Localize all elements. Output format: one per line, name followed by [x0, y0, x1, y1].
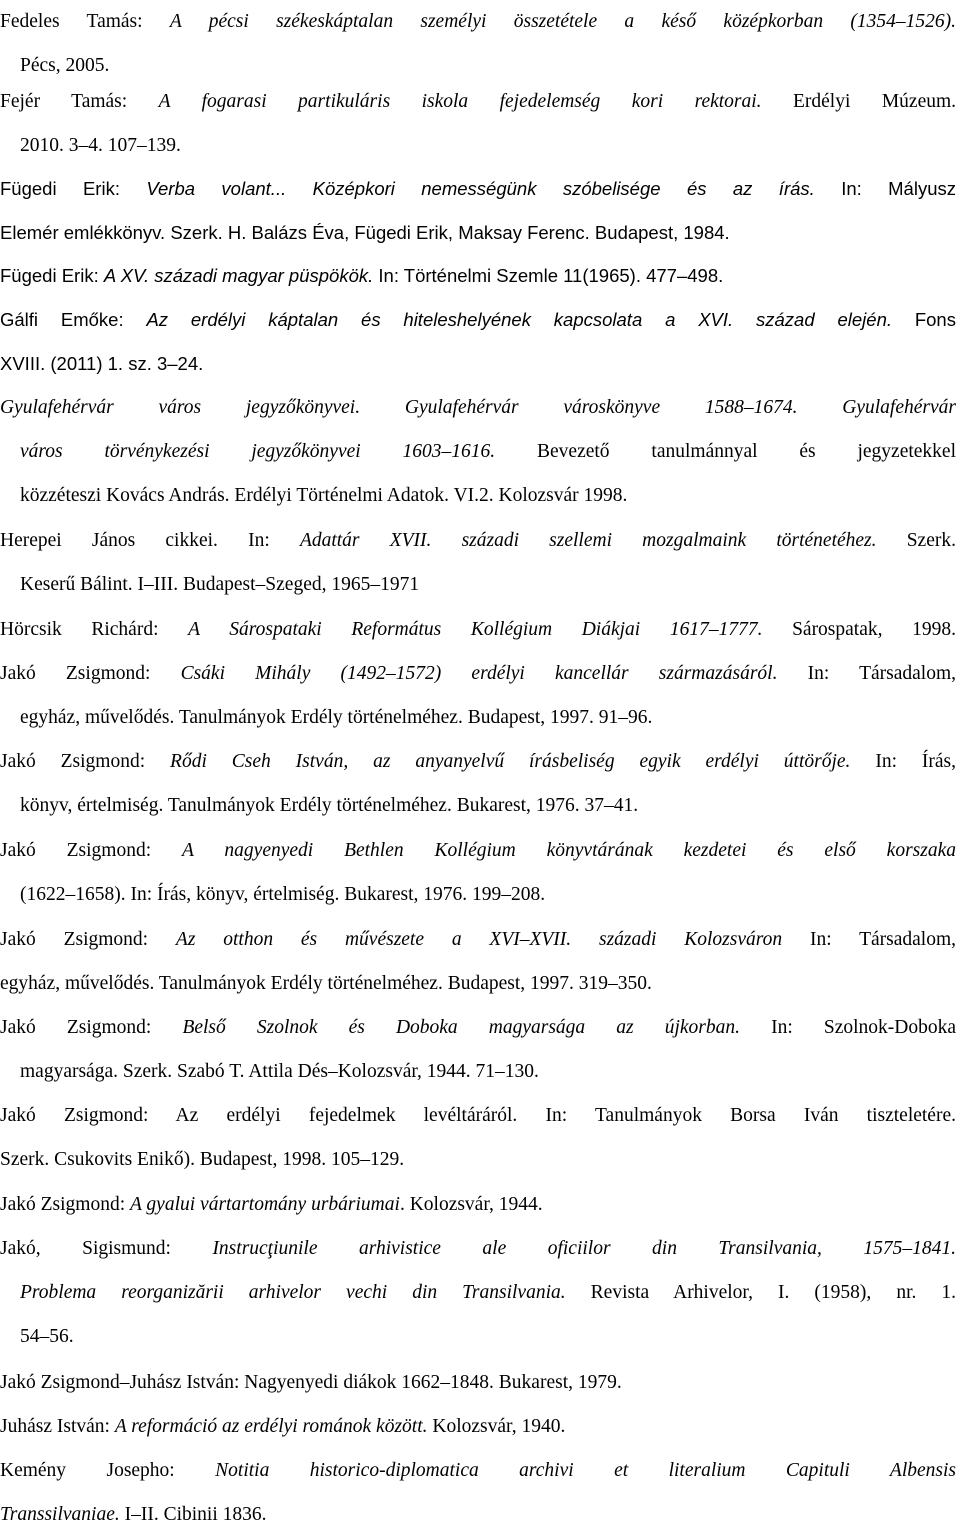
- entry-line: [0, 298, 956, 342]
- citation-text: közzéteszi Kovács András. Erdélyi Történelmi Adatok. VI.2. Kolozsvár 1998.: [20, 485, 628, 506]
- entry-line: [0, 696, 956, 740]
- italic-title-text: Gyulafehérvár város jegyzőkönyvei. Gyulafehérvár városkönyve 1588–1674. Gyulafehérvár: [0, 397, 956, 418]
- italic-title-text: A nagyenyedi Bethlen Kollégium könyvtárának kezdetei és első korszaka: [181, 840, 956, 861]
- citation-text: Fügedi Erik:: [0, 178, 147, 199]
- italic-title-text: Az otthon és művészete a XVI–XVII. századi Kolozsváron: [175, 929, 783, 950]
- entry-line: [0, 1050, 956, 1094]
- citation-text: In: Írás,: [850, 751, 956, 772]
- bibliography-entry: [0, 608, 956, 652]
- entry-line: [0, 0, 956, 44]
- citation-text: Fügedi Erik:: [0, 265, 104, 286]
- citation-text: 2010. 3–4. 107–139.: [20, 135, 181, 156]
- italic-title-text: A XV. századi magyar püspökök.: [103, 265, 374, 286]
- entry-line: [0, 829, 956, 873]
- entry-line: [0, 873, 956, 917]
- italic-title-text: Transsilvaniae.: [0, 1504, 120, 1525]
- italic-title-text: Instrucţiunile arhivistice ale oficiilor din Transilvania, 1575–1841.: [212, 1238, 956, 1259]
- entry-line: [0, 519, 956, 563]
- citation-text: . Kolozsvár, 1944.: [399, 1194, 543, 1215]
- bibliography-entry: [0, 918, 956, 1006]
- citation-text: Fons: [892, 309, 956, 330]
- citation-text: Revista Arhivelor, I. (1958), nr. 1.: [565, 1282, 957, 1303]
- citation-text: Fedeles Tamás:: [0, 11, 170, 32]
- entry-line: [0, 386, 956, 430]
- entry-line: [0, 1006, 956, 1050]
- citation-text: Jakó Zsigmond–Juhász István: Nagyenyedi diákok 1662–1848. Bukarest, 1979.: [0, 1372, 622, 1393]
- entry-line: [0, 1138, 956, 1182]
- italic-title-text: Adattár XVII. századi szellemi mozgalmaink történetéhez.: [299, 530, 877, 551]
- citation-text: egyház, művelődés. Tanulmányok Erdély történelméhez. Budapest, 1997. 91–96.: [20, 707, 653, 728]
- entry-line: [0, 652, 956, 696]
- bibliography-entry: [0, 0, 956, 88]
- citation-text: In: Történelmi Szemle 11(1965). 477–498.: [373, 265, 724, 286]
- entry-line: [0, 430, 956, 474]
- entry-line: [0, 608, 956, 652]
- entry-line: [0, 167, 956, 211]
- entry-line: [0, 962, 956, 1006]
- citation-text: Jakó Zsigmond: Az erdélyi fejedelmek levéltáráról. In: Tanulmányok Borsa Iván tiszteletére.: [0, 1105, 956, 1126]
- citation-text: Juhász István:: [0, 1416, 115, 1437]
- bibliography-entry: [0, 652, 956, 740]
- entry-line: [0, 1493, 956, 1537]
- bibliography-entry: [0, 298, 956, 386]
- bibliography-entry: [0, 829, 956, 917]
- entry-line: [0, 563, 956, 607]
- citation-text: Kemény Josepho:: [0, 1460, 216, 1481]
- bibliography-entry: [0, 519, 956, 607]
- citation-text: Hörcsik Richárd:: [0, 619, 189, 640]
- citation-text: Fejér Tamás:: [0, 91, 159, 112]
- italic-title-text: Verba volant... Középkori nemességünk szóbelisége és az írás.: [146, 178, 815, 199]
- citation-text: Herepei János cikkei. In:: [0, 530, 300, 551]
- bibliography-entry: [0, 1361, 956, 1405]
- citation-text: Gálfi Emőke:: [0, 309, 147, 330]
- entry-line: [0, 1361, 956, 1405]
- citation-text: I–II. Cibinii 1836.: [119, 1504, 267, 1525]
- citation-text: (1622–1658). In: Írás, könyv, értelmiség. Bukarest, 1976. 199–208.: [20, 884, 546, 905]
- citation-text: Keserű Bálint. I–III. Budapest–Szeged, 1965–1971: [20, 574, 420, 595]
- entry-line: [0, 1094, 956, 1138]
- bibliography-entry: [0, 1006, 956, 1094]
- italic-title-text: A fogarasi partikuláris iskola fejedelemség kori rektorai.: [158, 91, 762, 112]
- entry-line: [0, 474, 956, 518]
- entry-line: [0, 124, 956, 168]
- entry-line: [0, 211, 956, 255]
- citation-text: Pécs, 2005.: [20, 55, 110, 76]
- citation-text: Kolozsvár, 1940.: [427, 1416, 566, 1437]
- italic-title-text: Notitia historico-diplomatica archivi et literalium Capituli Albensis: [215, 1460, 956, 1481]
- italic-title-text: A Sárospataki Református Kollégium Diákjai 1617–1777.: [188, 619, 763, 640]
- entry-line: [0, 918, 956, 962]
- citation-text: Szerk.: [876, 530, 956, 551]
- bibliography-entry: [0, 1227, 956, 1359]
- entry-line: [0, 80, 956, 124]
- bibliography-entry: [0, 1449, 956, 1537]
- citation-text: magyarsága. Szerk. Szabó T. Attila Dés–Kolozsvár, 1944. 71–130.: [20, 1061, 539, 1082]
- citation-text: In: Szolnok-Doboka: [740, 1017, 956, 1038]
- citation-text: Jakó Zsigmond:: [0, 751, 171, 772]
- italic-title-text: város törvénykezési jegyzőkönyvei 1603–1616.: [20, 441, 496, 462]
- bibliography-entry: [0, 1094, 956, 1182]
- italic-title-text: A gyalui vártartomány urbáriumai: [130, 1194, 400, 1215]
- entry-line: [0, 1449, 956, 1493]
- bibliography-entry: [0, 254, 956, 298]
- citation-text: In: Társadalom,: [782, 929, 957, 950]
- bibliography-entry: [0, 1405, 956, 1449]
- citation-text: Jakó Zsigmond:: [0, 663, 181, 684]
- citation-text: könyv, értelmiség. Tanulmányok Erdély történelméhez. Bukarest, 1976. 37–41.: [20, 795, 639, 816]
- citation-text: Jakó, Sigismund:: [0, 1238, 213, 1259]
- citation-text: Bevezető tanulmánnyal és jegyzetekkel: [495, 441, 957, 462]
- citation-text: 54–56.: [20, 1326, 74, 1347]
- citation-text: Jakó Zsigmond:: [0, 840, 182, 861]
- entry-line: [0, 1405, 956, 1449]
- bibliography-entry: [0, 167, 956, 255]
- citation-text: Erdélyi Múzeum.: [761, 91, 957, 112]
- entry-line: [0, 254, 956, 298]
- italic-title-text: A reformáció az erdélyi románok között.: [114, 1416, 428, 1437]
- citation-text: Elemér emlékkönyv. Szerk. H. Balázs Éva, Fügedi Erik, Maksay Ferenc. Budapest, 1984.: [0, 222, 730, 243]
- citation-text: Szerk. Csukovits Enikő). Budapest, 1998. 105–129.: [0, 1149, 405, 1170]
- citation-text: In: Társadalom,: [777, 663, 956, 684]
- citation-text: Jakó Zsigmond:: [0, 929, 176, 950]
- bibliography-entry: [0, 386, 956, 518]
- italic-title-text: Az erdélyi káptalan és hiteleshelyének kapcsolata a XVI. század elején.: [146, 309, 892, 330]
- citation-text: Jakó Zsigmond:: [0, 1017, 183, 1038]
- entry-line: [0, 740, 956, 784]
- italic-title-text: Problema reorganizării arhivelor vechi din Transilvania.: [20, 1282, 566, 1303]
- italic-title-text: Belső Szolnok és Doboka magyarsága az újkorban.: [182, 1017, 740, 1038]
- entry-line: [0, 1271, 956, 1315]
- entry-line: [0, 1183, 956, 1227]
- italic-title-text: Rődi Cseh István, az anyanyelvű írásbeliség egyik erdélyi úttörője.: [170, 751, 851, 772]
- citation-text: Sárospatak, 1998.: [762, 619, 956, 640]
- bibliography-entry: [0, 80, 956, 168]
- italic-title-text: A pécsi székeskáptalan személyi összetétele a késő középkorban (1354–1526).: [169, 11, 956, 32]
- citation-text: Jakó Zsigmond:: [0, 1194, 130, 1215]
- entry-line: [0, 784, 956, 828]
- bibliography-entry: [0, 740, 956, 828]
- entry-line: [0, 342, 956, 386]
- bibliography-entry: [0, 1183, 956, 1227]
- citation-text: XVIII. (2011) 1. sz. 3–24.: [0, 353, 204, 374]
- entry-line: [0, 1315, 956, 1359]
- entry-line: [0, 1227, 956, 1271]
- italic-title-text: Csáki Mihály (1492–1572) erdélyi kancellár származásáról.: [180, 663, 778, 684]
- citation-text: In: Mályusz: [814, 178, 956, 199]
- citation-text: egyház, művelődés. Tanulmányok Erdély történelméhez. Budapest, 1997. 319–350.: [0, 973, 652, 994]
